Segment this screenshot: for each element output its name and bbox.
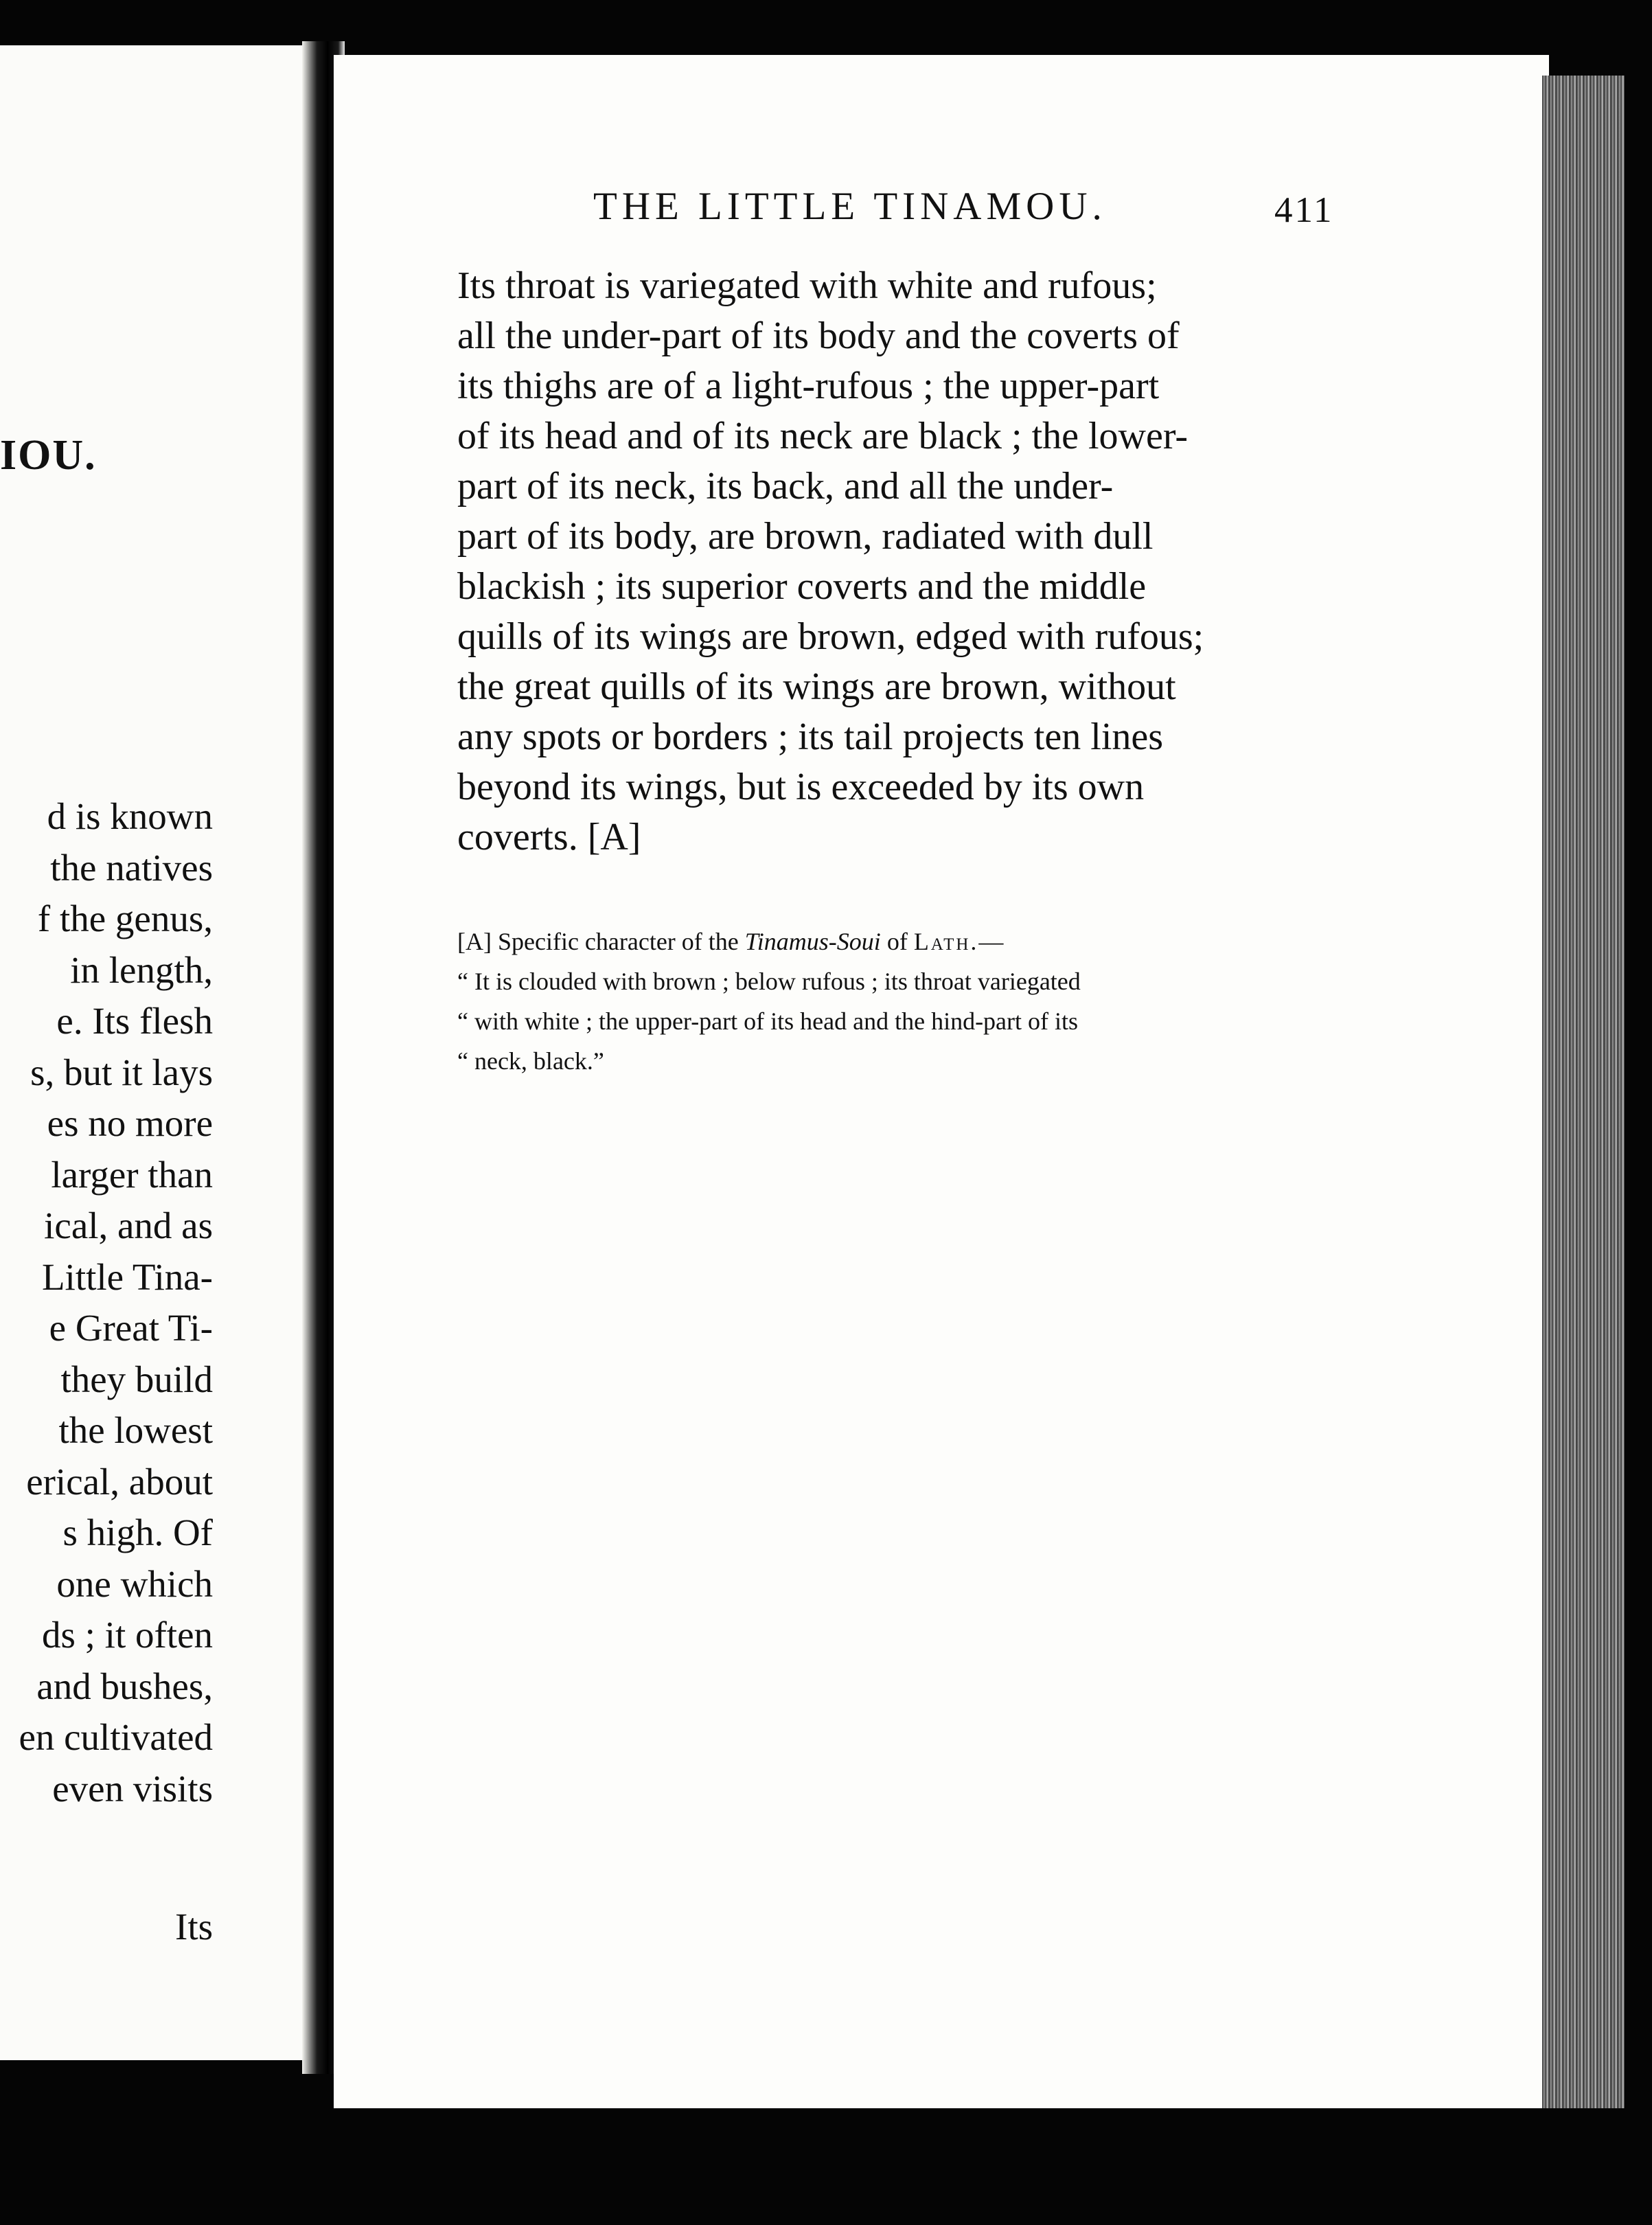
- page-edges: [1542, 76, 1625, 2108]
- text-line: one which: [56, 1562, 213, 1605]
- text-line: its thighs are of a light-rufous ; the upper-part: [457, 365, 1160, 407]
- left-page-catchword: Its: [175, 1906, 213, 1948]
- text-line: Its throat is variegated with white and rufous;: [457, 264, 1157, 307]
- text-line: Little Tina-: [41, 1255, 213, 1298]
- footnote-line: “ neck, black.”: [457, 1047, 604, 1075]
- text-line: part of its body, are brown, radiated with dull: [457, 515, 1154, 558]
- text-line: any spots or borders ; its tail projects ten lines: [457, 716, 1164, 758]
- left-page-heading: IOU.: [0, 432, 97, 479]
- text-line: quills of its wings are brown, edged with rufous;: [457, 615, 1204, 658]
- text-line: all the under-part of its body and the coverts of: [457, 315, 1180, 357]
- text-line: f the genus,: [37, 898, 213, 939]
- text-line: in length,: [70, 948, 213, 991]
- text-line: ical, and as: [44, 1205, 213, 1246]
- text-line: and bushes,: [36, 1665, 213, 1707]
- footnote: [457, 922, 1549, 1081]
- text-line: larger than: [51, 1153, 213, 1196]
- text-line: the natives: [50, 846, 213, 889]
- footnote-author: Lath.—: [913, 928, 1006, 955]
- text-line: erical, about: [26, 1460, 213, 1503]
- footnote-species-name: Tinamus-Soui: [744, 928, 881, 955]
- text-line: en cultivated: [19, 1716, 213, 1758]
- text-line: es no more: [47, 1102, 213, 1144]
- footnote-of: of: [886, 928, 908, 955]
- right-page: [334, 55, 1549, 2108]
- text-line: ds ; it often: [41, 1614, 213, 1656]
- body-text: [457, 261, 1549, 863]
- text-line: even visits: [52, 1767, 213, 1810]
- footnote-line: “ with white ; the upper-part of its head and the hind-part of its: [457, 1007, 1079, 1035]
- running-title: THE LITTLE TINAMOU.: [593, 185, 1107, 228]
- page-number: 411: [1274, 190, 1334, 230]
- text-line: d is known: [47, 795, 213, 837]
- text-line: s high. Of: [62, 1511, 213, 1553]
- footnote-prefix: [A] Specific character of the: [457, 928, 739, 955]
- left-page-text: [19, 791, 213, 1814]
- text-line: e Great Ti-: [49, 1307, 213, 1349]
- left-page: [0, 45, 323, 2060]
- text-line: the great quills of its wings are brown, without: [457, 665, 1176, 708]
- text-line: beyond its wings, but is exceeded by its own: [457, 766, 1145, 808]
- text-line: s, but it lays: [30, 1051, 213, 1093]
- text-line: coverts. [A]: [457, 816, 641, 858]
- footnote-line: “ It is clouded with brown ; below rufous ; its throat variegated: [457, 968, 1081, 995]
- text-line: blackish ; its superior coverts and the middle: [457, 565, 1147, 608]
- text-line: e. Its flesh: [56, 1000, 213, 1042]
- footnote-line: [457, 922, 1549, 961]
- text-line: the lowest: [58, 1409, 213, 1451]
- text-line: part of its neck, its back, and all the under-: [457, 465, 1114, 507]
- running-head: [334, 184, 1549, 239]
- text-line: they build: [60, 1358, 213, 1400]
- text-line: of its head and of its neck are black ; the lower-: [457, 415, 1189, 457]
